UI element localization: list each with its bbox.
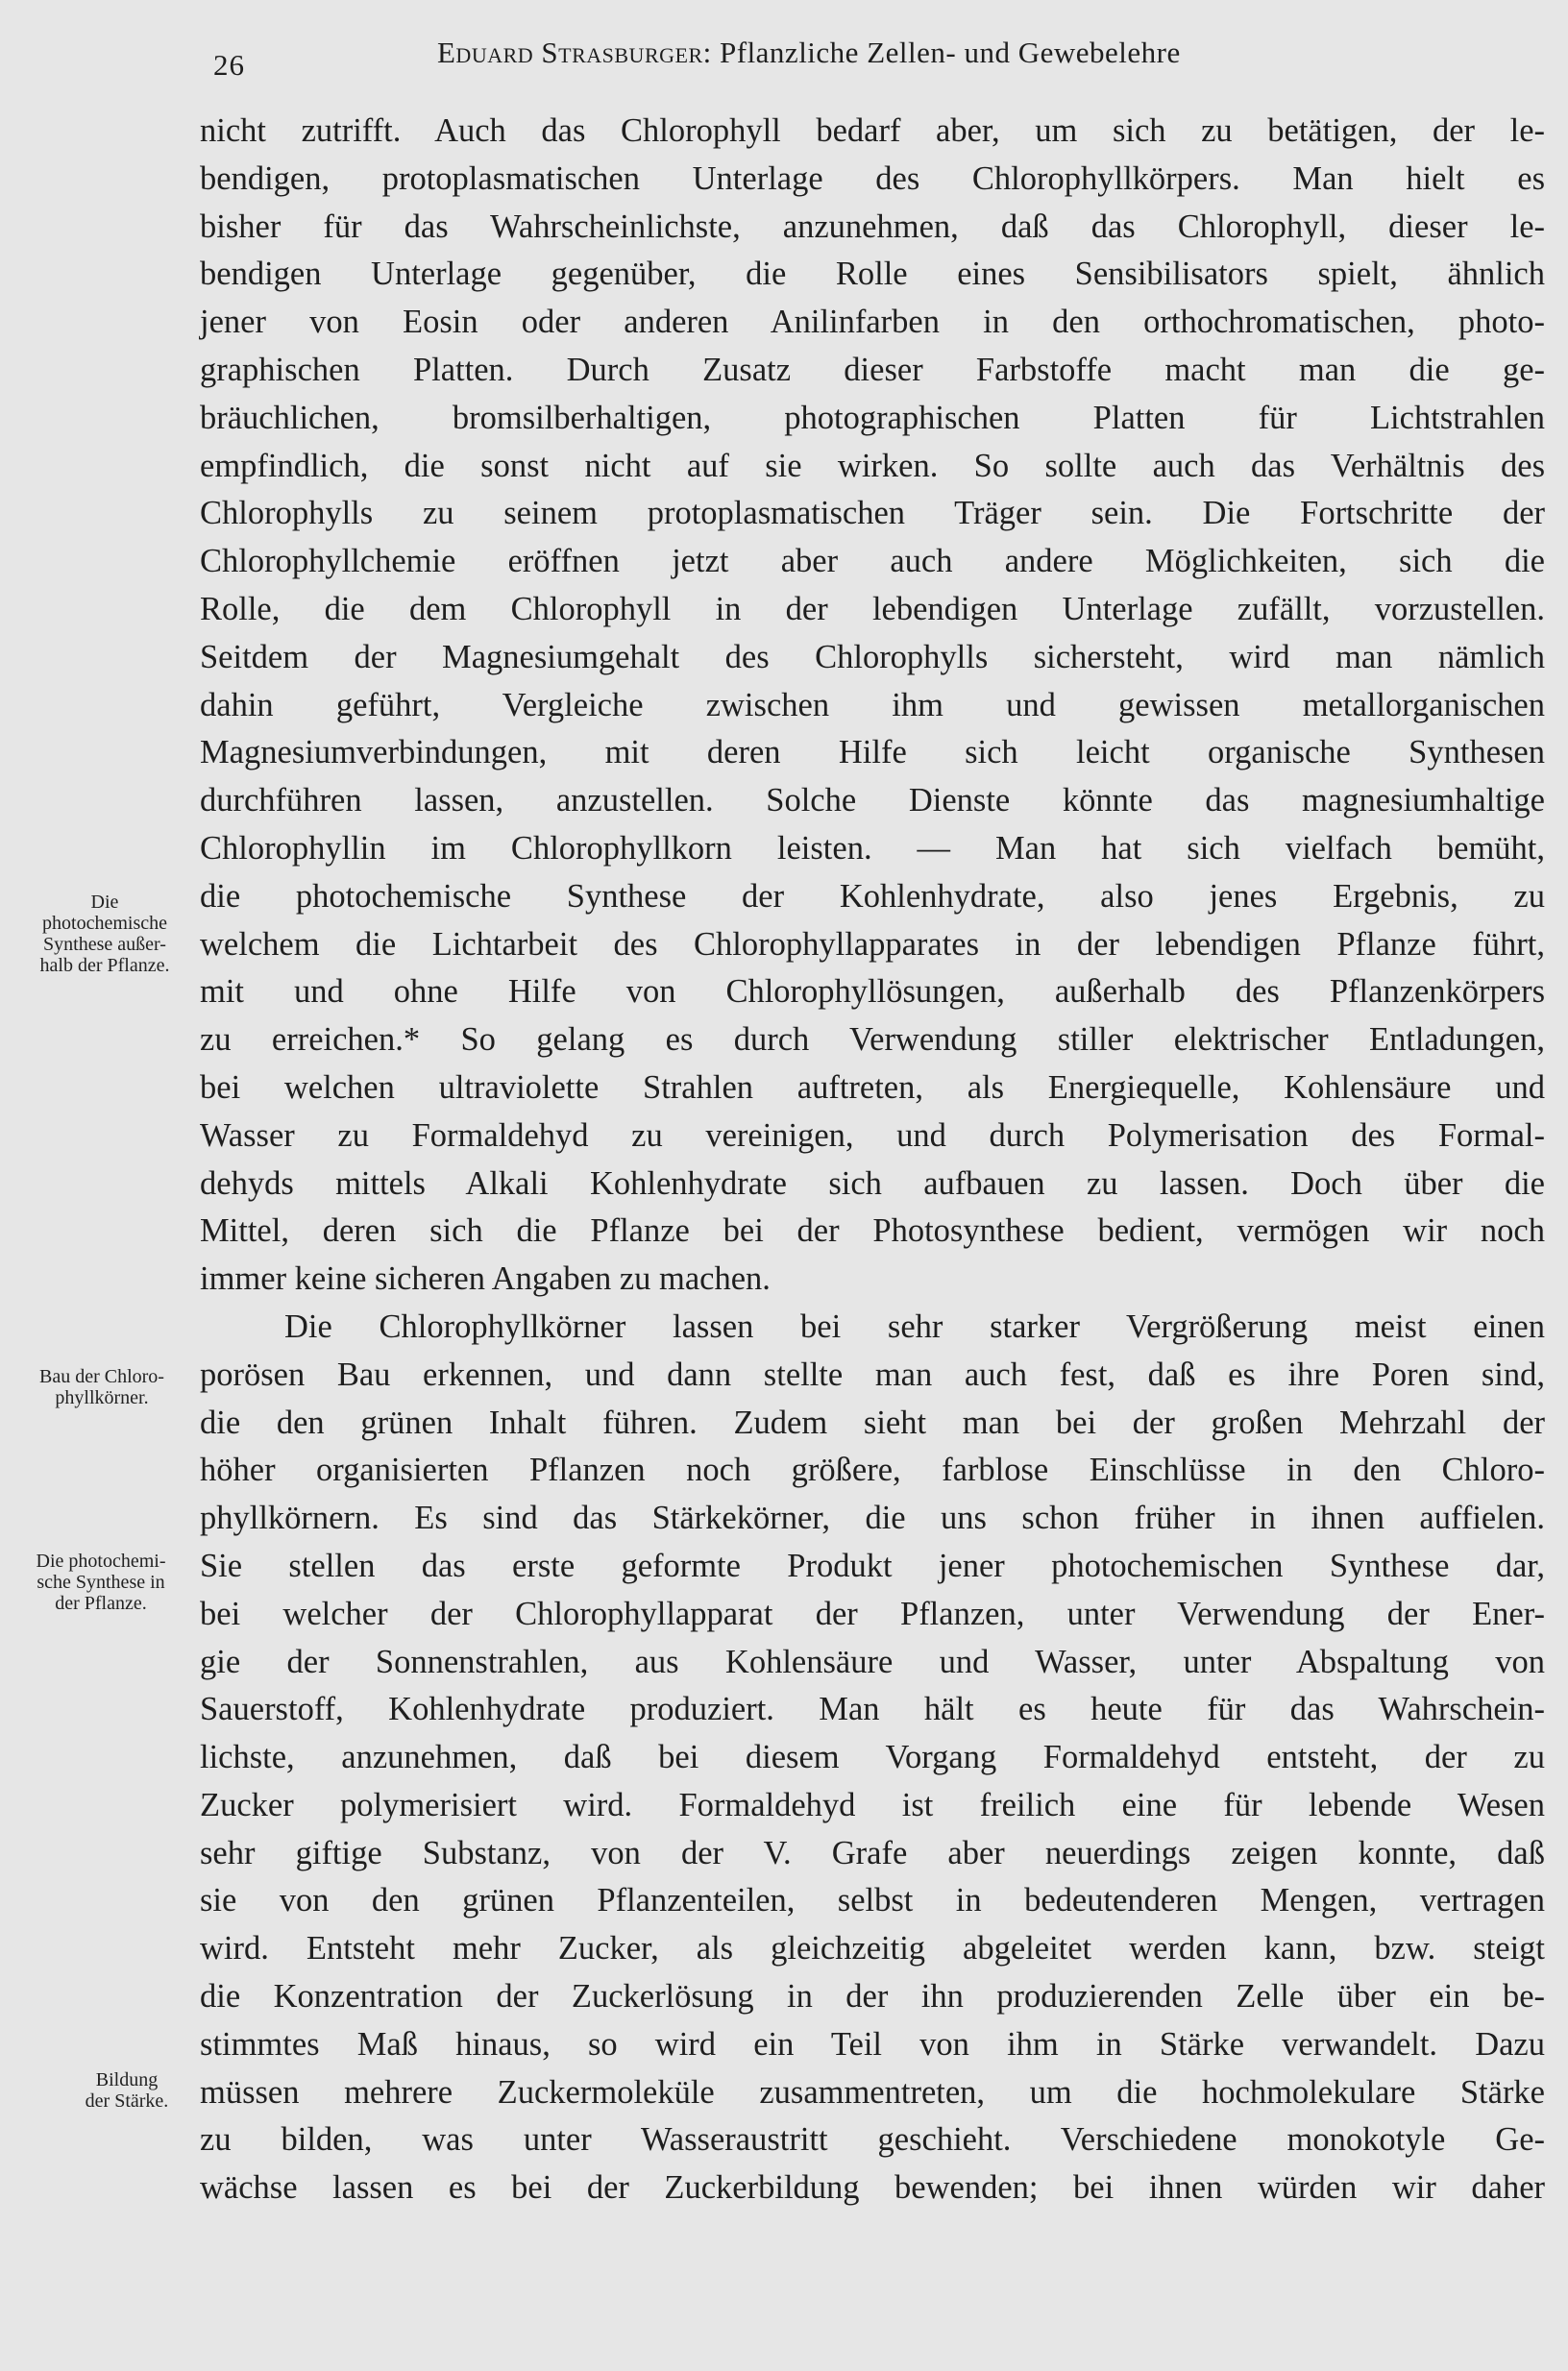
text-line: phyllkörnern. Es sind das Stärkekörner, die uns schon früher in ihnen auffielen.: [200, 1500, 1545, 1537]
text-line: wächse lassen es bei der Zuckerbildung bewenden; bei ihnen würden wir daher: [200, 2169, 1545, 2207]
text-line: Die Chlorophyllkörner lassen bei sehr starker Vergrößerung meist einen: [284, 1308, 1545, 1345]
text-line: die Konzentration der Zuckerlösung in der ihn produzierenden Zelle über ein be-: [200, 1978, 1545, 2016]
text-line: bendigen, protoplasmatischen Unterlage des Chlorophyllkörpers. Man hielt es: [200, 159, 1545, 197]
text-line: jener von Eosin oder anderen Anilinfarben in den orthochromatischen, photo-: [200, 304, 1545, 341]
text-line: sehr giftige Substanz, von der V. Grafe aber neuerdings zeigen konnte, daß: [200, 1834, 1545, 1871]
text-line: sie von den grünen Pflanzenteilen, selbst in bedeutenderen Mengen, vertragen: [200, 1882, 1545, 1919]
marginal-line: der Stärke.: [85, 2090, 169, 2112]
text-line: Magnesiumverbindungen, mit deren Hilfe sich leicht organische Synthesen: [200, 734, 1545, 771]
text-line: lichste, anzunehmen, daß bei diesem Vorgang Formaldehyd entsteht, der zu: [200, 1739, 1545, 1776]
text-line: Mittel, deren sich die Pflanze bei der Photosynthese bedient, vermögen wir noch: [200, 1212, 1545, 1250]
text-line: Chlorophyllchemie eröffnen jetzt aber auch andere Möglichkeiten, sich die: [200, 543, 1545, 580]
page-number: 26: [213, 48, 245, 82]
marginal-line: photochemische: [42, 913, 167, 934]
text-line: Sauerstoff, Kohlenhydrate produziert. Man hält es heute für das Wahrschein-: [200, 1691, 1545, 1728]
body-text: [200, 108, 1545, 2212]
marginal-note-synthese-in-pflanze: [6, 1551, 196, 1614]
text-line: Zucker polymerisiert wird. Formaldehyd ist freilich eine für lebende Wesen: [200, 1786, 1545, 1823]
marginal-line: halb der Pflanze.: [39, 955, 170, 976]
running-head-title: Pflanzliche Zellen- und Gewebelehre: [720, 36, 1181, 69]
marginal-line: sche Synthese in: [37, 1572, 165, 1593]
text-line: gie der Sonnenstrahlen, aus Kohlensäure und Wasser, unter Abspaltung von: [200, 1643, 1545, 1680]
marginal-line: der Pflanze.: [55, 1593, 147, 1614]
text-line: zu bilden, was unter Wasseraustritt geschieht. Verschiedene monokotyle Ge-: [200, 2121, 1545, 2159]
marginal-line: Bau der Chloro-: [39, 1366, 164, 1387]
text-line: porösen Bau erkennen, und dann stellte man auch fest, daß es ihre Poren sind,: [200, 1356, 1545, 1393]
text-line: dahin geführt, Vergleiche zwischen ihm und gewissen metallorganischen: [200, 686, 1545, 723]
text-line: bräuchlichen, bromsilberhaltigen, photographischen Platten für Lichtstrahlen: [200, 399, 1545, 436]
marginal-note-bildung-staerke: [60, 2069, 194, 2112]
text-line: bei welchen ultraviolette Strahlen auftreten, als Energiequelle, Kohlensäure und: [200, 1068, 1545, 1106]
marginal-line: Die: [90, 892, 119, 913]
text-line: wird. Entsteht mehr Zucker, als gleichzeitig abgeleitet werden kann, bzw. steigt: [200, 1930, 1545, 1968]
marginal-note-synthese-ausserhalb: [13, 892, 196, 976]
marginal-line: Die photochemi-: [36, 1551, 166, 1572]
text-line: zu erreichen.* So gelang es durch Verwendung stiller elektrischer Entladungen,: [200, 1021, 1545, 1059]
text-line: die den grünen Inhalt führen. Zudem sieht man bei der großen Mehrzahl der: [200, 1404, 1545, 1441]
text-line: bendigen Unterlage gegenüber, die Rolle eines Sensibilisators spielt, ähnlich: [200, 256, 1545, 293]
text-line: höher organisierten Pflanzen noch größere, farblose Einschlüsse in den Chloro-: [200, 1452, 1545, 1489]
text-line: welchem die Lichtarbeit des Chlorophyllapparates in der lebendigen Pflanze führt,: [200, 925, 1545, 963]
text-line: Seitdem der Magnesiumgehalt des Chlorophylls sichersteht, wird man nämlich: [200, 638, 1545, 675]
marginal-line: phyllkörner.: [55, 1387, 149, 1408]
running-head-author: Eduard Strasburger:: [437, 36, 712, 69]
text-line: die photochemische Synthese der Kohlenhydrate, also jenes Ergebnis, zu: [200, 877, 1545, 915]
text-line: bisher für das Wahrscheinlichste, anzunehmen, daß das Chlorophyll, dieser le-: [200, 208, 1545, 245]
text-line: müssen mehrere Zuckermoleküle zusammentreten, um die hochmolekulare Stärke: [200, 2073, 1545, 2111]
text-line: Sie stellen das erste geformte Produkt jener photochemischen Synthese dar,: [200, 1547, 1545, 1584]
running-head: [437, 36, 1181, 70]
marginal-line: Bildung: [95, 2069, 159, 2090]
text-line: mit und ohne Hilfe von Chlorophyllösungen, außerhalb des Pflanzenkörpers: [200, 973, 1545, 1011]
text-line: Rolle, die dem Chlorophyll in der lebendigen Unterlage zufällt, vorzustellen.: [200, 590, 1545, 627]
text-line: Wasser zu Formaldehyd zu vereinigen, und durch Polymerisation des Formal-: [200, 1116, 1545, 1154]
text-line: Chlorophyllin im Chlorophyllkorn leisten. — Man hat sich vielfach bemüht,: [200, 829, 1545, 867]
text-line: bei welcher der Chlorophyllapparat der Pflanzen, unter Verwendung der Ener-: [200, 1595, 1545, 1632]
text-line: empfindlich, die sonst nicht auf sie wirken. So sollte auch das Verhältnis des: [200, 447, 1545, 484]
text-line: Chlorophylls zu seinem protoplasmatischen Träger sein. Die Fortschritte der: [200, 495, 1545, 532]
text-line: nicht zutrifft. Auch das Chlorophyll bedarf aber, um sich zu betätigen, der le-: [200, 112, 1545, 149]
marginal-line: Synthese außer-: [43, 934, 166, 955]
marginal-note-bau-chlorophyllkoerner: [8, 1366, 196, 1408]
text-line: dehyds mittels Alkali Kohlenhydrate sich aufbauen zu lassen. Doch über die: [200, 1164, 1545, 1202]
text-line: immer keine sicheren Angaben zu machen.: [200, 1260, 771, 1298]
text-line: stimmtes Maß hinaus, so wird ein Teil von ihm in Stärke verwandelt. Dazu: [200, 2025, 1545, 2063]
text-line: durchführen lassen, anzustellen. Solche Dienste könnte das magnesiumhaltige: [200, 782, 1545, 819]
text-line: graphischen Platten. Durch Zusatz dieser Farbstoffe macht man die ge-: [200, 351, 1545, 388]
